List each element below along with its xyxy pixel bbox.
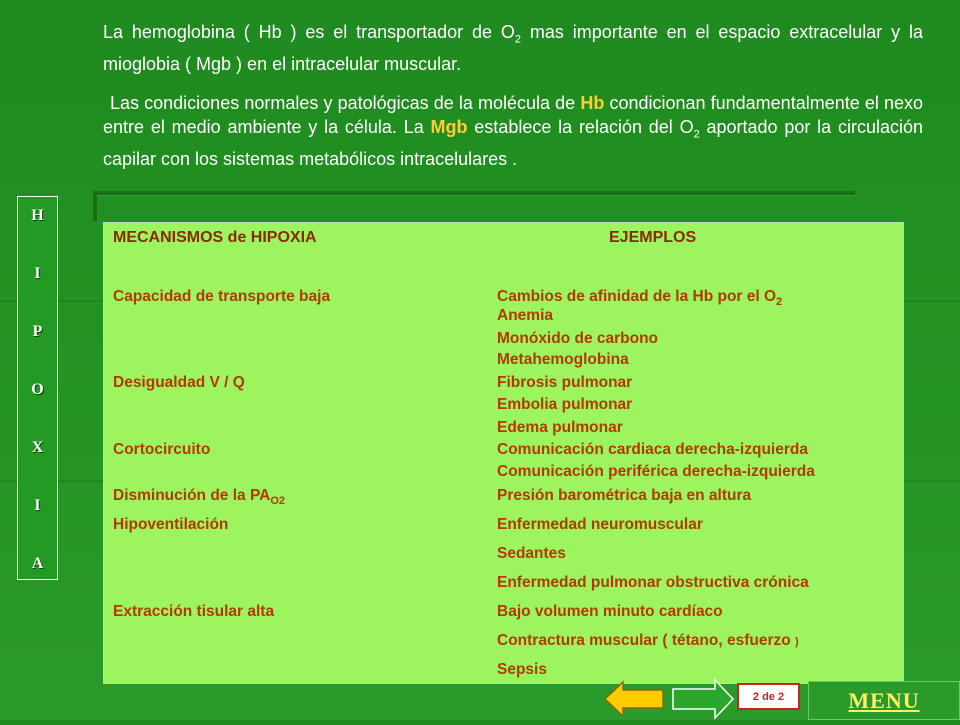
previous-button[interactable] [603,680,665,718]
example-label: Metahemoglobina [497,351,629,368]
example-label: Presión barométrica baja en altura [497,487,752,504]
mechanism-label: Desigualdad V / Q [113,374,245,391]
divider [93,191,855,195]
right-arrow-icon [671,678,735,720]
keyword-hb: Hb [580,93,605,113]
example-label: Contractura muscular ( tétano, esfuerzo ) [497,632,799,649]
mechanism-label: Hipoventilación [113,516,229,533]
page-indicator [737,683,800,710]
example-label: Sepsis [497,661,547,678]
vertical-letter: O [31,381,44,398]
mechanism-label: Disminución de la $PA_{O2}$ [113,487,286,508]
example-label: Fibrosis pulmonar [497,374,633,391]
example-label: Comunicación cardiaca derecha-izquierda [497,441,808,458]
example-label: Enfermedad neuromuscular [497,516,703,533]
intro-paragraph-1: La hemoglobina ( Hb ) es el transportador de $O_2$ mas importante en el espacio extracelular y la mioglobia ( Mgb ) en el intracelular muscular. [103,22,923,74]
example-label: Edema pulmonar [497,419,623,436]
mechanism-label: Cortocircuito [113,441,211,458]
example-label: Enfermedad pulmonar obstructiva crónica [497,574,809,591]
mechanism-label: Capacidad de transporte baja [113,288,331,305]
mechanism-label: Extracción tisular alta [113,603,275,620]
example-label: Sedantes [497,545,566,562]
vertical-title-hipoxia [17,196,58,580]
vertical-letter: P [32,323,43,340]
vertical-letter: I [34,265,41,282]
hypoxia-table [103,222,904,684]
table-header-mechanisms: MECANISMOS de HIPOXIA [113,229,317,246]
example-label: Bajo volumen minuto cardíaco [497,603,723,620]
example-label: Monóxido de carbono [497,330,659,347]
menu-button[interactable] [808,681,960,720]
vertical-letter: I [34,497,41,514]
intro-paragraph-2: Las condiciones normales y patológicas de la molécula de Hb condicionan fundamentalmente el nexo entre el medio ambiente y la célula. La Mgb establece la relación del $O_2$ aportado por la circulación capilar con los sistemas metabólicos intracelulares . [103,93,924,169]
vertical-letter: A [31,555,44,572]
example-label: Anemia [497,307,553,324]
table-header-examples: EJEMPLOS [609,229,697,246]
example-label: Embolia pulmonar [497,396,633,413]
menu-label: MENU [848,687,920,713]
page-indicator-text: 2 de 2 [752,690,785,703]
left-arrow-icon [603,680,665,718]
divider [93,191,97,221]
example-label: Comunicación periférica derecha-izquierda [497,463,815,480]
keyword-mgb: Mgb [430,117,468,137]
example-label: Cambios de afinidad de la Hb por el $O_2$ [497,288,783,309]
next-button[interactable] [671,678,735,720]
vertical-letter: H [31,207,44,224]
vertical-letter: X [31,439,44,456]
